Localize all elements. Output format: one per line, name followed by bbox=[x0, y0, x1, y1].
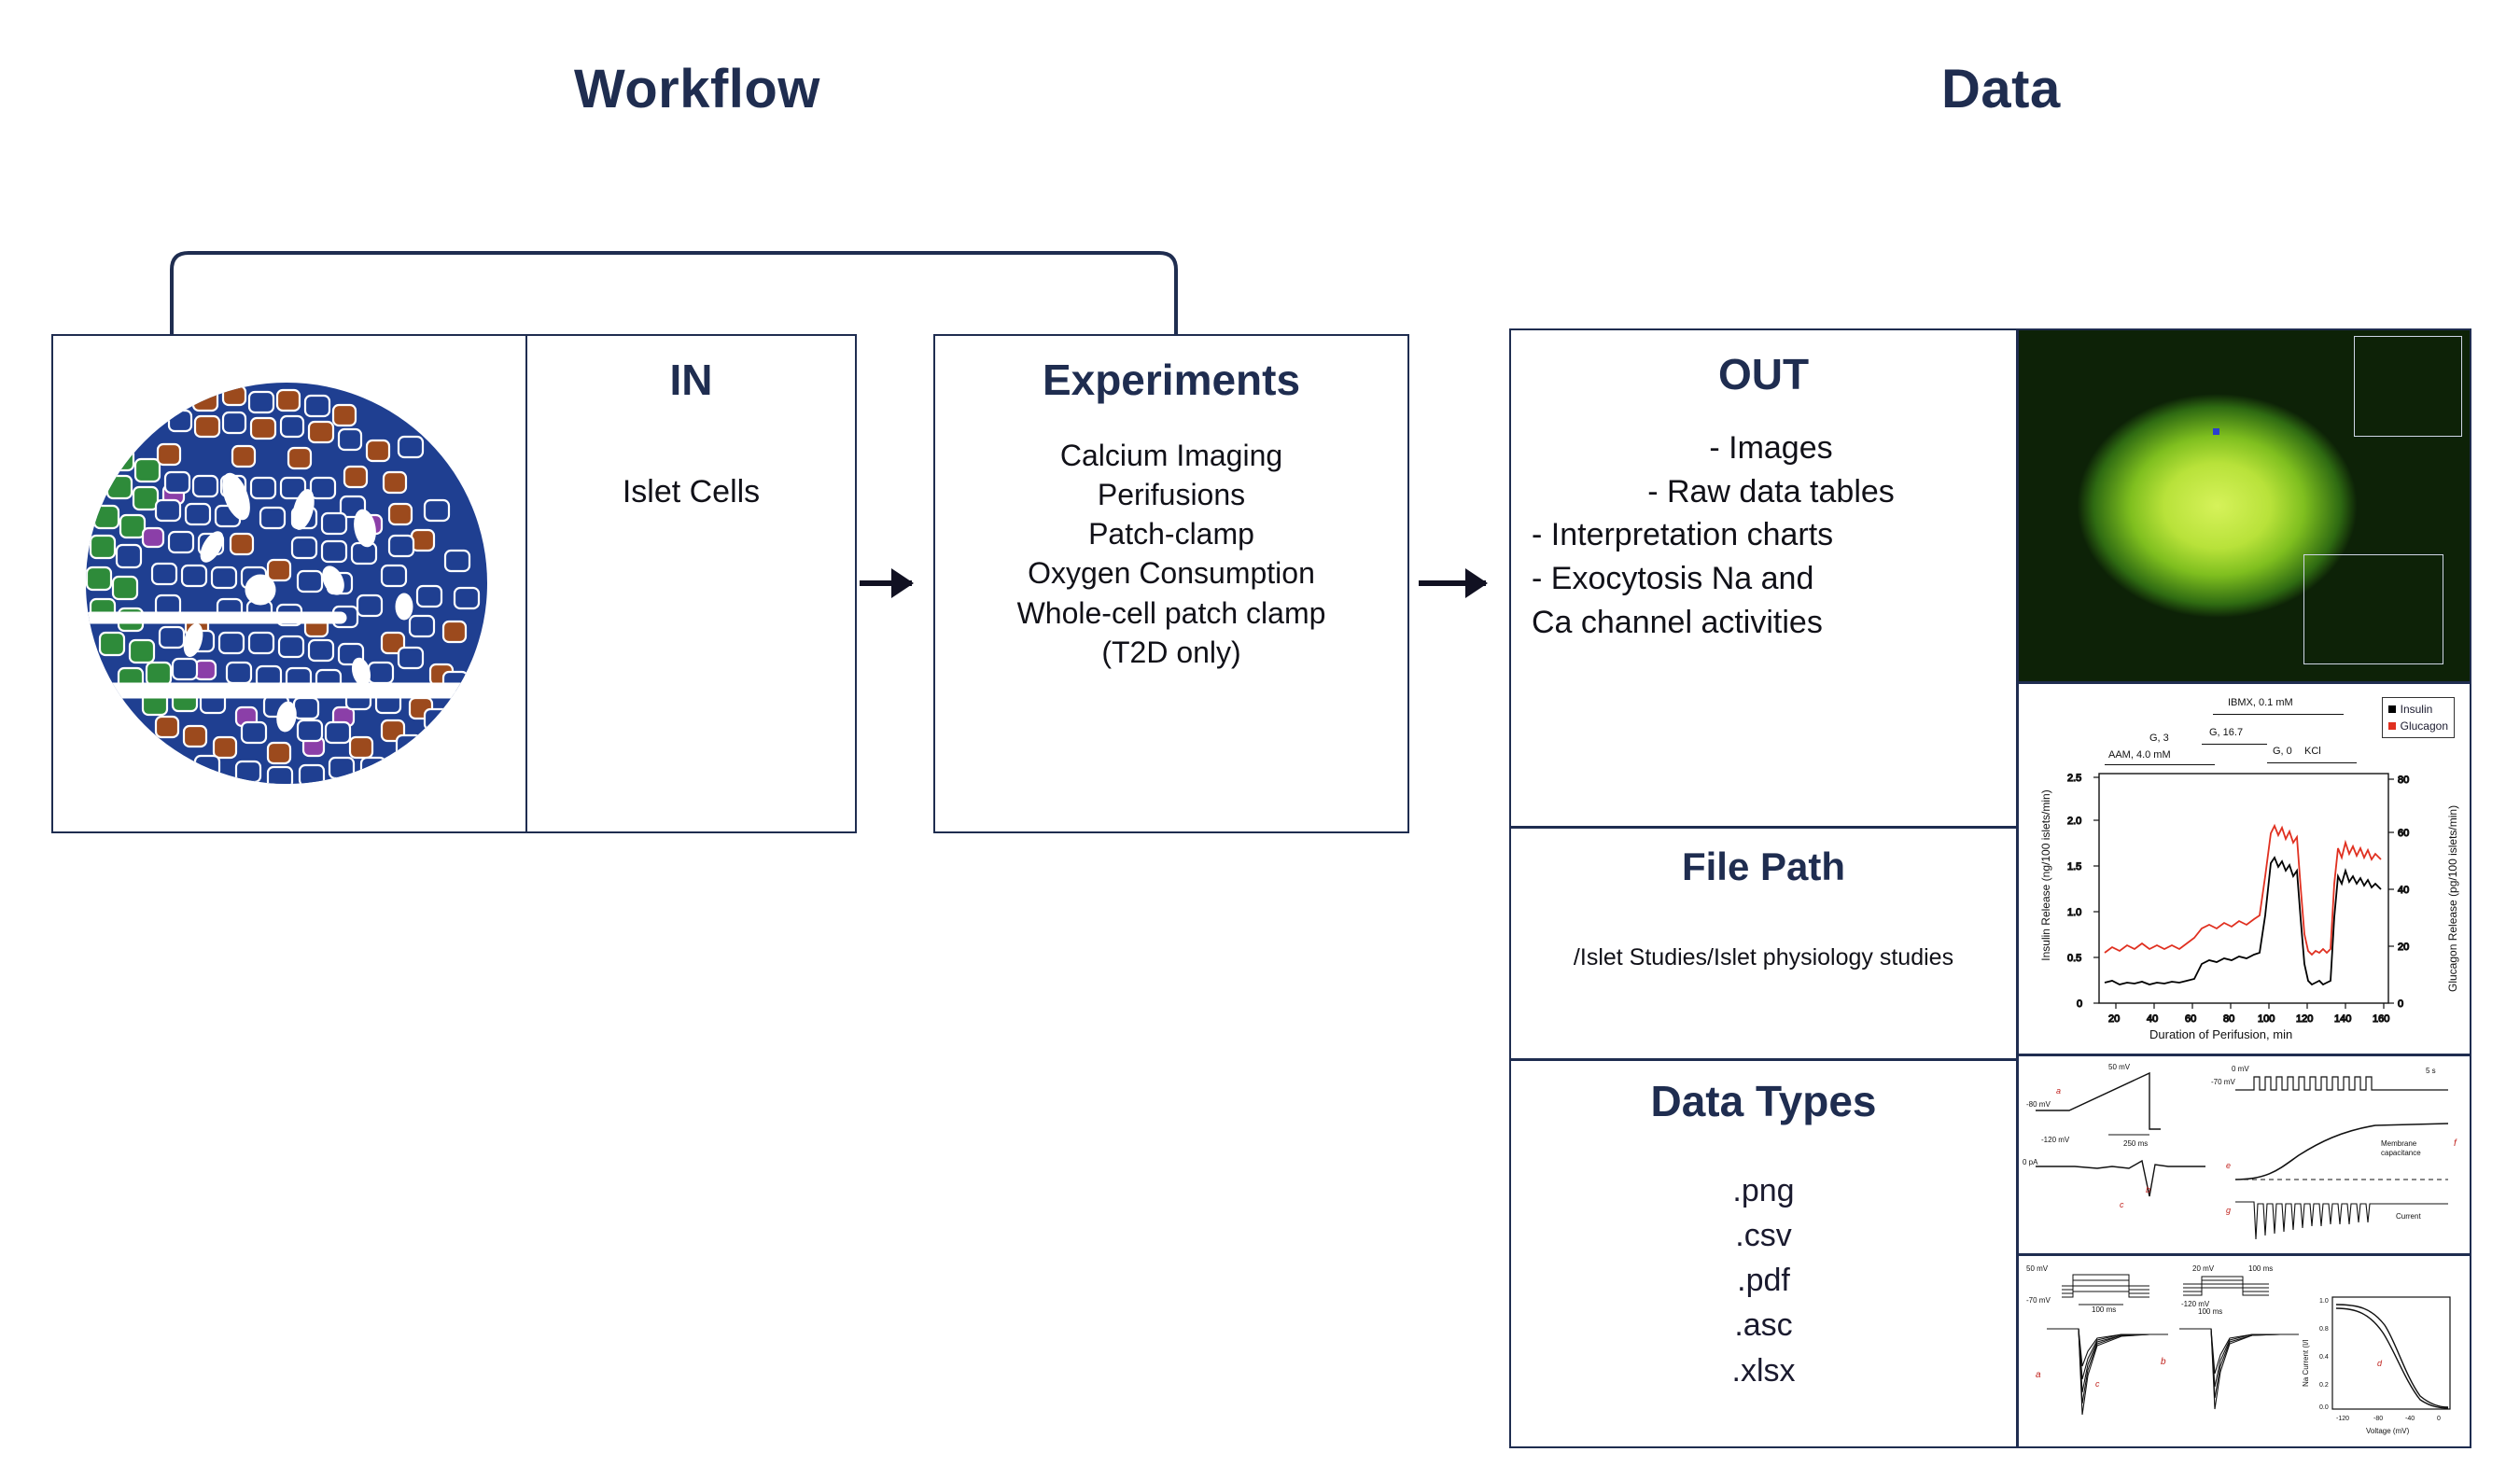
svg-text:0.4: 0.4 bbox=[2319, 1354, 2329, 1361]
svg-text:b: b bbox=[2146, 1185, 2151, 1194]
svg-text:c: c bbox=[2120, 1200, 2124, 1209]
svg-text:2.5: 2.5 bbox=[2067, 773, 2082, 784]
svg-text:1.0: 1.0 bbox=[2319, 1298, 2329, 1305]
experiment-item: Calcium Imaging bbox=[1059, 438, 1283, 472]
svg-text:20 mV: 20 mV bbox=[2192, 1264, 2215, 1273]
in-box-body: Islet Cells bbox=[622, 473, 761, 510]
svg-text:80: 80 bbox=[2223, 1013, 2235, 1025]
experiment-item: (T2D only) bbox=[1101, 635, 1241, 669]
experiment-item: Perifusions bbox=[1097, 477, 1246, 511]
out-box bbox=[1509, 328, 2018, 828]
annotation-g0: G, 0 bbox=[2273, 746, 2292, 757]
svg-text:-80 mV: -80 mV bbox=[2026, 1100, 2051, 1109]
y-axis-right-label: Glucagon Release (pg/100 islets/min) bbox=[2446, 804, 2459, 992]
svg-text:Voltage (mV): Voltage (mV) bbox=[2366, 1427, 2410, 1435]
experiment-item: Whole-cell patch clamp bbox=[1016, 595, 1326, 630]
annotation-g167: G, 16.7 bbox=[2209, 727, 2244, 738]
svg-text:2.0: 2.0 bbox=[2067, 816, 2082, 827]
svg-text:0: 0 bbox=[2077, 998, 2083, 1010]
data-types-box bbox=[1509, 1059, 2018, 1448]
perifusion-chart-box bbox=[2017, 682, 2471, 1055]
svg-text:-70 mV: -70 mV bbox=[2211, 1078, 2235, 1086]
svg-text:-70 mV: -70 mV bbox=[2026, 1296, 2051, 1305]
svg-text:1.5: 1.5 bbox=[2067, 861, 2082, 873]
sodium-current-figure bbox=[2019, 1256, 2470, 1446]
svg-text:100 ms: 100 ms bbox=[2092, 1305, 2117, 1314]
out-item: - Exocytosis Na and bbox=[1532, 561, 1814, 597]
marker-dot bbox=[2213, 428, 2219, 435]
islet-image-box bbox=[51, 334, 527, 833]
svg-text:140: 140 bbox=[2334, 1013, 2352, 1025]
svg-text:5 s: 5 s bbox=[2426, 1067, 2436, 1075]
svg-text:e: e bbox=[2226, 1161, 2232, 1170]
patch-clamp-capacitance-figure bbox=[2019, 1056, 2470, 1253]
experiments-box bbox=[933, 334, 1409, 833]
svg-text:80: 80 bbox=[2398, 775, 2410, 786]
out-item: Ca channel activities bbox=[1532, 605, 1823, 641]
data-type-item: .xlsx bbox=[1731, 1352, 1796, 1389]
arrow-in-to-experiments bbox=[860, 580, 912, 586]
svg-text:a: a bbox=[2056, 1086, 2062, 1096]
svg-text:-120: -120 bbox=[2336, 1416, 2350, 1422]
svg-text:40: 40 bbox=[2398, 885, 2410, 896]
svg-text:0.2: 0.2 bbox=[2319, 1382, 2329, 1389]
arrow-experiments-to-out bbox=[1419, 580, 1486, 586]
svg-text:0: 0 bbox=[2398, 998, 2404, 1010]
svg-text:0.5: 0.5 bbox=[2067, 953, 2082, 964]
out-box-title: OUT bbox=[1717, 350, 1810, 398]
out-items bbox=[1511, 426, 2016, 646]
data-type-item: .png bbox=[1732, 1172, 1795, 1208]
data-type-item: .pdf bbox=[1737, 1263, 1790, 1299]
data-type-item: .asc bbox=[1734, 1307, 1793, 1344]
svg-text:f: f bbox=[2454, 1138, 2457, 1149]
sodium-current-box bbox=[2017, 1254, 2471, 1448]
svg-text:20: 20 bbox=[2108, 1013, 2121, 1025]
fluorescence-image-box bbox=[2017, 328, 2471, 683]
legend-label-insulin: Insulin bbox=[2400, 703, 2433, 716]
fluorescence-microscopy-image bbox=[2019, 330, 2470, 681]
file-path-title: File Path bbox=[1681, 845, 1846, 888]
experiments-list bbox=[935, 436, 1407, 672]
workflow-bracket bbox=[170, 249, 1178, 335]
svg-text:0: 0 bbox=[2437, 1416, 2441, 1422]
svg-text:-80: -80 bbox=[2373, 1416, 2384, 1422]
workflow-section-heading: Workflow bbox=[574, 59, 820, 119]
annotation-kcl: KCl bbox=[2304, 746, 2321, 757]
svg-text:Membrane: Membrane bbox=[2381, 1139, 2417, 1148]
roi-box-1 bbox=[2354, 336, 2462, 437]
svg-text:b: b bbox=[2161, 1357, 2166, 1367]
svg-text:g: g bbox=[2226, 1206, 2232, 1215]
perifusion-traces bbox=[2019, 684, 2473, 1055]
svg-text:0.8: 0.8 bbox=[2319, 1326, 2329, 1333]
svg-text:-120 mV: -120 mV bbox=[2041, 1136, 2070, 1144]
islet-illustration bbox=[53, 336, 525, 831]
experiments-box-title: Experiments bbox=[1042, 356, 1301, 404]
in-box bbox=[525, 334, 857, 833]
perifusion-chart bbox=[2019, 684, 2470, 1054]
svg-text:100 ms: 100 ms bbox=[2198, 1307, 2223, 1316]
experiment-item: Patch-clamp bbox=[1088, 517, 1254, 551]
svg-text:100: 100 bbox=[2258, 1013, 2275, 1025]
x-axis-label: Duration of Perifusion, min bbox=[2149, 1027, 2293, 1041]
svg-text:20: 20 bbox=[2398, 942, 2410, 953]
data-section-heading: Data bbox=[1941, 59, 2061, 119]
svg-text:250 ms: 250 ms bbox=[2123, 1139, 2149, 1148]
out-item: - Raw data tables bbox=[1647, 473, 1895, 510]
data-type-item: .csv bbox=[1735, 1217, 1792, 1253]
svg-text:c: c bbox=[2095, 1379, 2100, 1389]
roi-box-2 bbox=[2303, 554, 2443, 664]
svg-text:160: 160 bbox=[2373, 1013, 2390, 1025]
experiment-item: Oxygen Consumption bbox=[1028, 556, 1315, 591]
data-types-list bbox=[1511, 1168, 2016, 1393]
svg-text:0 mV: 0 mV bbox=[2232, 1065, 2249, 1073]
svg-text:a: a bbox=[2036, 1370, 2041, 1380]
svg-text:0.0: 0.0 bbox=[2319, 1404, 2329, 1411]
svg-text:60: 60 bbox=[2398, 828, 2410, 839]
annotation-g3: G, 3 bbox=[2149, 733, 2169, 744]
svg-text:0 pA: 0 pA bbox=[2023, 1158, 2038, 1166]
svg-text:Na Current (I/I: Na Current (I/I bbox=[2302, 1339, 2310, 1387]
annotation-ibmx: IBMX, 0.1 mM bbox=[2228, 697, 2293, 708]
legend-label-glucagon: Glucagon bbox=[2400, 719, 2448, 733]
svg-text:50 mV: 50 mV bbox=[2026, 1264, 2049, 1273]
svg-text:60: 60 bbox=[2185, 1013, 2197, 1025]
svg-text:d: d bbox=[2377, 1359, 2383, 1368]
out-item: - Interpretation charts bbox=[1532, 517, 1834, 553]
svg-text:-120 mV: -120 mV bbox=[2181, 1300, 2210, 1308]
svg-text:-40: -40 bbox=[2405, 1416, 2415, 1422]
svg-text:capacitance: capacitance bbox=[2381, 1149, 2421, 1157]
out-item: - Images bbox=[1709, 429, 1833, 466]
svg-text:40: 40 bbox=[2147, 1013, 2159, 1025]
annotation-aam: AAM, 4.0 mM bbox=[2108, 749, 2171, 761]
svg-text:100 ms: 100 ms bbox=[2248, 1264, 2274, 1273]
patch-clamp-capacitance-box bbox=[2017, 1054, 2471, 1255]
y-axis-left-label: Insulin Release (ng/100 islets/min) bbox=[2039, 789, 2052, 961]
in-box-title: IN bbox=[669, 356, 713, 404]
file-path-value: /Islet Studies/Islet physiology studies bbox=[1573, 944, 1954, 971]
svg-text:50 mV: 50 mV bbox=[2108, 1063, 2131, 1071]
data-types-title: Data Types bbox=[1650, 1077, 1877, 1125]
svg-text:1.0: 1.0 bbox=[2067, 907, 2082, 918]
svg-text:120: 120 bbox=[2296, 1013, 2314, 1025]
svg-text:Current: Current bbox=[2396, 1212, 2421, 1221]
file-path-box bbox=[1509, 827, 2018, 1060]
